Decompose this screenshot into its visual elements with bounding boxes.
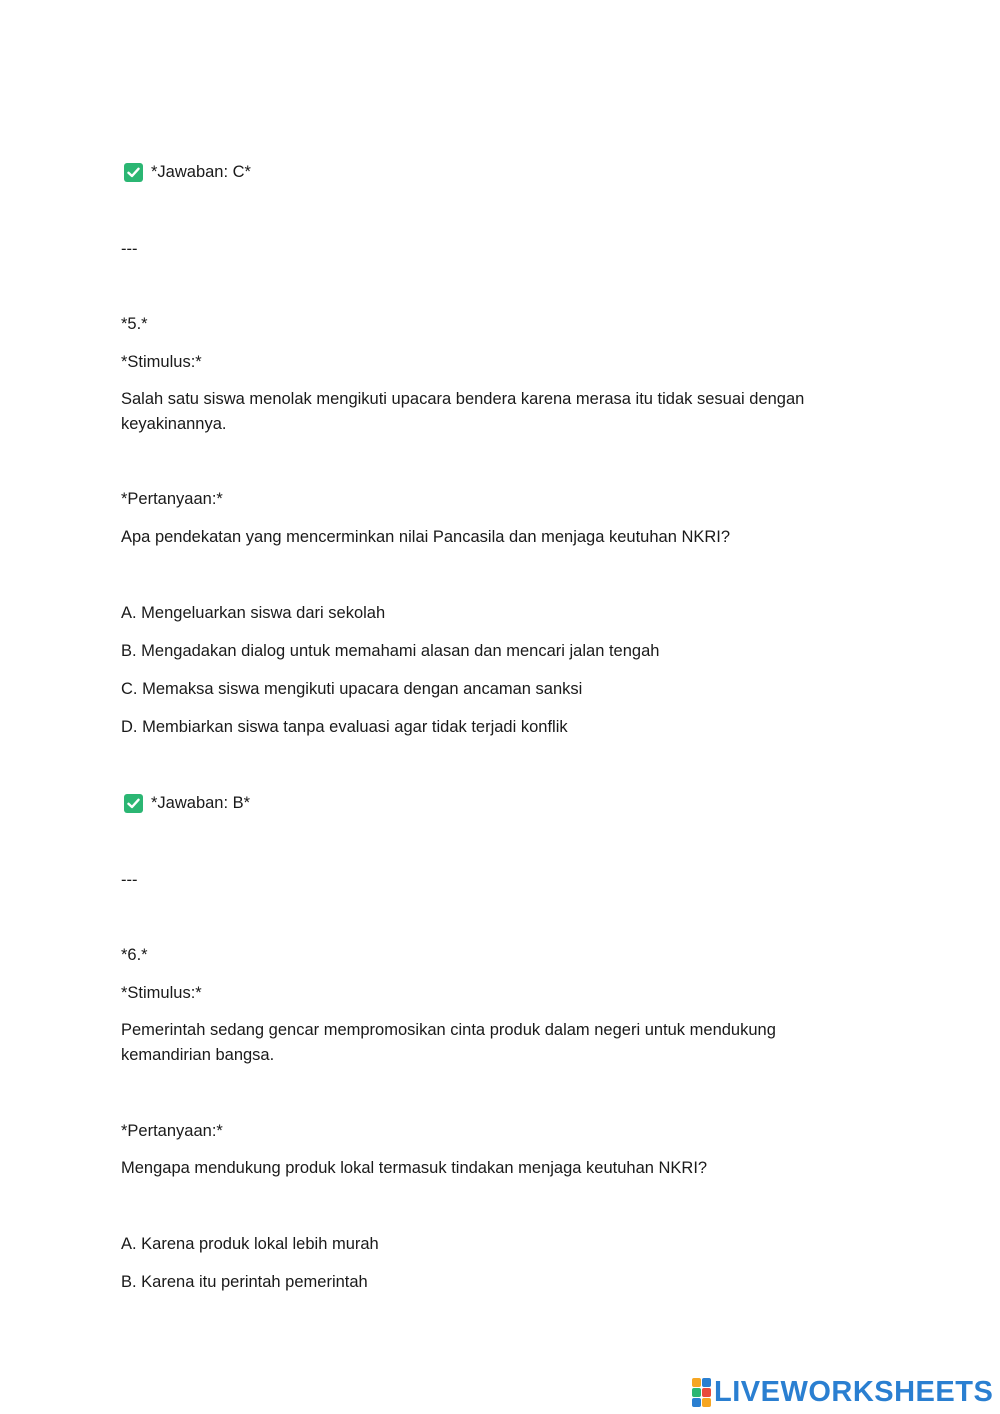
answer-text: *Jawaban: B*: [151, 794, 251, 812]
option-b: B. Mengadakan dialog untuk memahami alasan dan mencari jalan tengah: [121, 642, 660, 660]
answer-line-q4: [121, 160, 251, 184]
liveworksheets-logo[interactable]: [692, 1376, 993, 1409]
option-d: D. Membiarkan siswa tanpa evaluasi agar tidak terjadi konflik: [121, 718, 568, 736]
brand-name: LIVEWORKSHEETS: [714, 1376, 994, 1408]
liveworksheets-logo-icon: [692, 1378, 711, 1407]
stimulus-text: Salah satu siswa menolak mengikuti upacara bendera karena merasa itu tidak sesuai dengan keyakinannya.: [121, 390, 805, 433]
answer-line-q5: [121, 791, 250, 815]
check-mark-icon: [124, 163, 143, 182]
stimulus-label: *Stimulus:*: [121, 984, 202, 1002]
question-text: Mengapa mendukung produk lokal termasuk tindakan menjaga keutuhan NKRI?: [121, 1159, 708, 1177]
option-a: A. Mengeluarkan siswa dari sekolah: [121, 604, 386, 622]
option-a: A. Karena produk lokal lebih murah: [121, 1235, 379, 1253]
question-number: *5.*: [121, 315, 148, 333]
question-label: *Pertanyaan:*: [121, 1122, 223, 1140]
separator: ---: [121, 871, 138, 889]
option-c: C. Memaksa siswa mengikuti upacara dengan ancaman sanksi: [121, 680, 583, 698]
answer-text: *Jawaban: C*: [151, 163, 251, 181]
question-label: *Pertanyaan:*: [121, 490, 223, 508]
separator: ---: [121, 240, 138, 258]
stimulus-label: *Stimulus:*: [121, 353, 202, 371]
check-mark-icon: [124, 794, 143, 813]
option-b: B. Karena itu perintah pemerintah: [121, 1273, 368, 1291]
stimulus-text: Pemerintah sedang gencar mempromosikan cinta produk dalam negeri untuk mendukung kemandirian bangsa.: [121, 1021, 776, 1064]
question-number: *6.*: [121, 946, 148, 964]
question-text: Apa pendekatan yang mencerminkan nilai Pancasila dan menjaga keutuhan NKRI?: [121, 528, 731, 546]
